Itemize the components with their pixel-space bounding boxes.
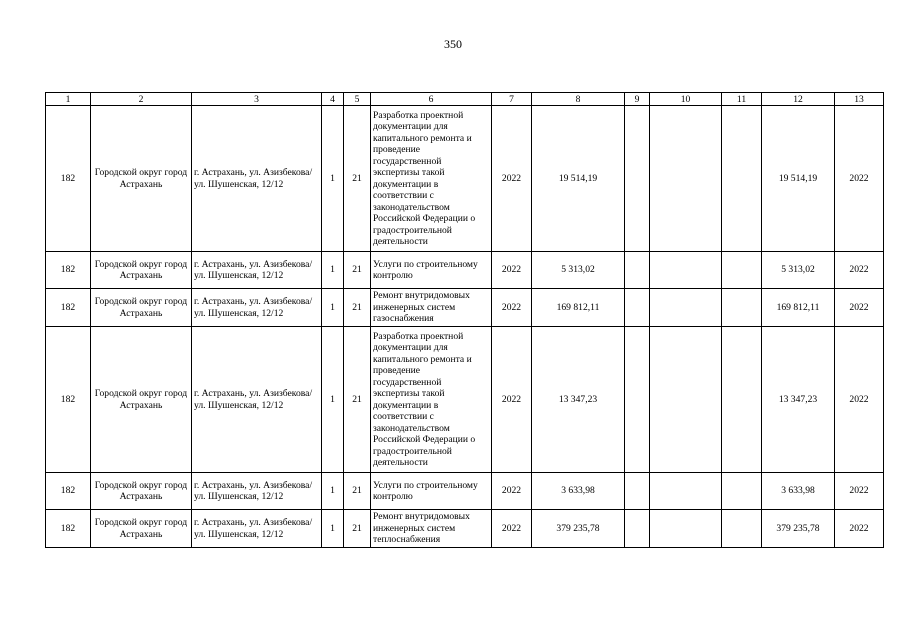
column-header: 10 [650,93,722,106]
municipality-cell: Городской округ город Астрахань [91,106,192,252]
municipality-cell: Городской округ город Астрахань [91,252,192,289]
col11-cell [722,473,762,510]
col5-cell: 21 [344,510,371,548]
municipality-cell: Городской округ город Астрахань [91,289,192,327]
year-cell: 2022 [492,473,532,510]
total-cell: 13 347,23 [762,327,835,473]
total-cell: 3 633,98 [762,473,835,510]
cost-cell: 19 514,19 [532,106,625,252]
col10-cell [650,327,722,473]
col10-cell [650,510,722,548]
col4-cell: 1 [322,327,344,473]
address-cell: г. Астрахань, ул. Азизбекова/ ул. Шушенская, 12/12 [192,289,322,327]
municipality-cell: Городской округ город Астрахань [91,327,192,473]
work-type-cell: Разработка проектной документации для капитального ремонта и проведение государственной экспертизы такой документации в соответствии с законодательством Российской Федерации о градостроительной деятельности [371,327,492,473]
cost-cell: 13 347,23 [532,327,625,473]
repair-registry-table [45,92,884,548]
cost-cell: 3 633,98 [532,473,625,510]
year-end-cell: 2022 [835,510,884,548]
row-number: 182 [46,106,91,252]
col10-cell [650,106,722,252]
table-row [46,473,884,510]
column-header: 3 [192,93,322,106]
year-cell: 2022 [492,252,532,289]
address-cell: г. Астрахань, ул. Азизбекова/ ул. Шушенская, 12/12 [192,327,322,473]
year-cell: 2022 [492,327,532,473]
column-header: 2 [91,93,192,106]
col10-cell [650,473,722,510]
year-cell: 2022 [492,106,532,252]
table-row [46,289,884,327]
column-header: 11 [722,93,762,106]
cost-cell: 5 313,02 [532,252,625,289]
column-header: 5 [344,93,371,106]
col9-cell [625,327,650,473]
col4-cell: 1 [322,252,344,289]
col11-cell [722,106,762,252]
col10-cell [650,289,722,327]
col11-cell [722,327,762,473]
col11-cell [722,289,762,327]
total-cell: 5 313,02 [762,252,835,289]
column-header: 13 [835,93,884,106]
year-cell: 2022 [492,510,532,548]
col9-cell [625,473,650,510]
col5-cell: 21 [344,289,371,327]
address-cell: г. Астрахань, ул. Азизбекова/ ул. Шушенская, 12/12 [192,106,322,252]
table-row [46,252,884,289]
col5-cell: 21 [344,252,371,289]
address-cell: г. Астрахань, ул. Азизбекова/ ул. Шушенская, 12/12 [192,473,322,510]
col4-cell: 1 [322,106,344,252]
col5-cell: 21 [344,327,371,473]
table-row [46,510,884,548]
col11-cell [722,252,762,289]
address-cell: г. Астрахань, ул. Азизбекова/ ул. Шушенская, 12/12 [192,252,322,289]
col5-cell: 21 [344,106,371,252]
column-header: 9 [625,93,650,106]
address-cell: г. Астрахань, ул. Азизбекова/ ул. Шушенская, 12/12 [192,510,322,548]
work-type-cell: Услуги по строительному контролю [371,252,492,289]
row-number: 182 [46,327,91,473]
col5-cell: 21 [344,473,371,510]
col9-cell [625,252,650,289]
work-type-cell: Услуги по строительному контролю [371,473,492,510]
column-number-header-row [46,93,884,106]
row-number: 182 [46,473,91,510]
table-row [46,327,884,473]
municipality-cell: Городской округ город Астрахань [91,510,192,548]
year-end-cell: 2022 [835,473,884,510]
col9-cell [625,106,650,252]
column-header: 7 [492,93,532,106]
col4-cell: 1 [322,289,344,327]
column-header: 1 [46,93,91,106]
row-number: 182 [46,510,91,548]
column-header: 6 [371,93,492,106]
cost-cell: 169 812,11 [532,289,625,327]
col11-cell [722,510,762,548]
col4-cell: 1 [322,510,344,548]
col9-cell [625,289,650,327]
cost-cell: 379 235,78 [532,510,625,548]
table-row [46,106,884,252]
col9-cell [625,510,650,548]
total-cell: 379 235,78 [762,510,835,548]
year-end-cell: 2022 [835,106,884,252]
total-cell: 19 514,19 [762,106,835,252]
column-header: 8 [532,93,625,106]
col4-cell: 1 [322,473,344,510]
municipality-cell: Городской округ город Астрахань [91,473,192,510]
page-number: 350 [444,37,462,51]
column-header: 4 [322,93,344,106]
col10-cell [650,252,722,289]
work-type-cell: Ремонт внутридомовых инженерных систем газоснабжения [371,289,492,327]
total-cell: 169 812,11 [762,289,835,327]
year-end-cell: 2022 [835,327,884,473]
year-cell: 2022 [492,289,532,327]
row-number: 182 [46,289,91,327]
work-type-cell: Разработка проектной документации для капитального ремонта и проведение государственной экспертизы такой документации в соответствии с законодательством Российской Федерации о градостроительной деятельности [371,106,492,252]
column-header: 12 [762,93,835,106]
year-end-cell: 2022 [835,252,884,289]
work-type-cell: Ремонт внутридомовых инженерных систем теплоснабжения [371,510,492,548]
year-end-cell: 2022 [835,289,884,327]
row-number: 182 [46,252,91,289]
